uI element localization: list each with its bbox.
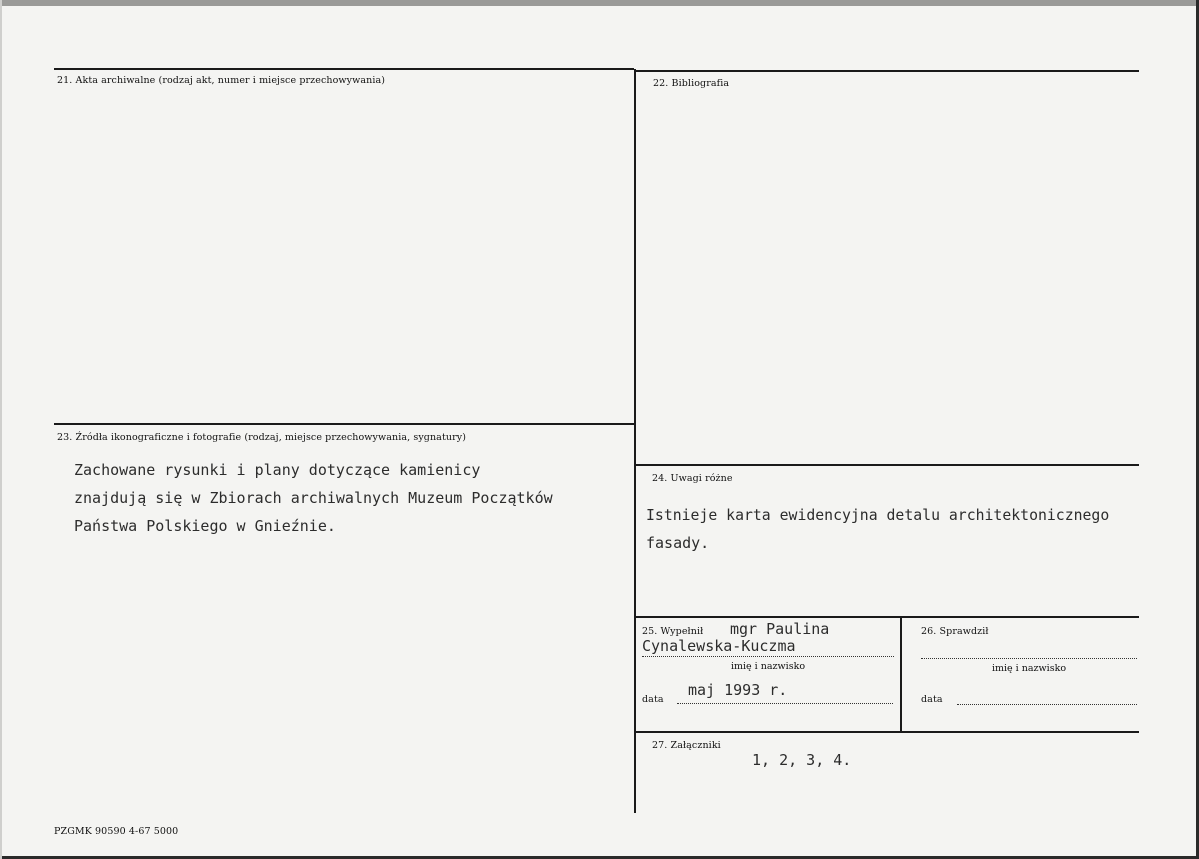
section-25-date-dotted-line <box>677 703 893 704</box>
section-27-label: 27. Załączniki <box>652 740 721 751</box>
section-25-date-value: maj 1993 r. <box>688 681 788 699</box>
center-divider <box>634 69 636 813</box>
section-24-line-2: fasady. <box>646 534 710 552</box>
section-23-line-3: Państwa Polskiego w Gnieźnie. <box>74 517 336 535</box>
section-23-label: 23. Źródła ikonograficzne i fotografie (rodzaj, miejsce przechowywania, sygnatury) <box>57 432 466 443</box>
section-23-rule <box>54 423 634 425</box>
section-27-value: 1, 2, 3, 4. <box>752 751 852 769</box>
section-25-name-caption: imię i nazwisko <box>730 661 806 672</box>
scan-edge-top <box>0 0 1199 6</box>
section-23-line-1: Zachowane rysunki i plany dotyczące kamienicy <box>74 461 481 479</box>
section-22-label: 22. Bibliografia <box>653 78 730 89</box>
top-rule-left <box>54 68 634 70</box>
section-25-label: 25. Wypełnił <box>642 626 704 637</box>
section-23-line-2: znajdują się w Zbiorach archiwalnych Muzeum Początków <box>74 489 553 507</box>
scan-edge-left <box>0 0 2 859</box>
section-25-name-line-2: Cynalewska-Kuczma <box>642 637 796 655</box>
section-24-rule <box>636 464 1139 466</box>
section-25-name-line-1: mgr Paulina <box>730 620 830 638</box>
section-21-label: 21. Akta archiwalne (rodzaj akt, numer i miejsce przechowywania) <box>57 75 386 86</box>
top-rule-right <box>636 70 1139 72</box>
section-25-name-dotted-line <box>642 656 894 657</box>
section-24-line-1: Istnieje karta ewidencyjna detalu architektonicznego <box>646 507 1110 524</box>
section-25-rule <box>636 616 1139 618</box>
section-26-label: 26. Sprawdził <box>921 626 989 637</box>
section-26-date-dotted-line <box>957 704 1137 705</box>
section-24-label: 24. Uwagi różne <box>652 473 733 484</box>
section-25-26-divider <box>900 617 902 731</box>
section-26-name-caption: imię i nazwisko <box>991 663 1067 674</box>
section-25-date-label: data <box>642 694 664 705</box>
section-26-date-label: data <box>921 694 943 705</box>
section-26-name-dotted-line <box>921 658 1137 659</box>
print-code: PZGMK 90590 4-67 5000 <box>54 826 179 837</box>
section-27-rule <box>636 731 1139 733</box>
